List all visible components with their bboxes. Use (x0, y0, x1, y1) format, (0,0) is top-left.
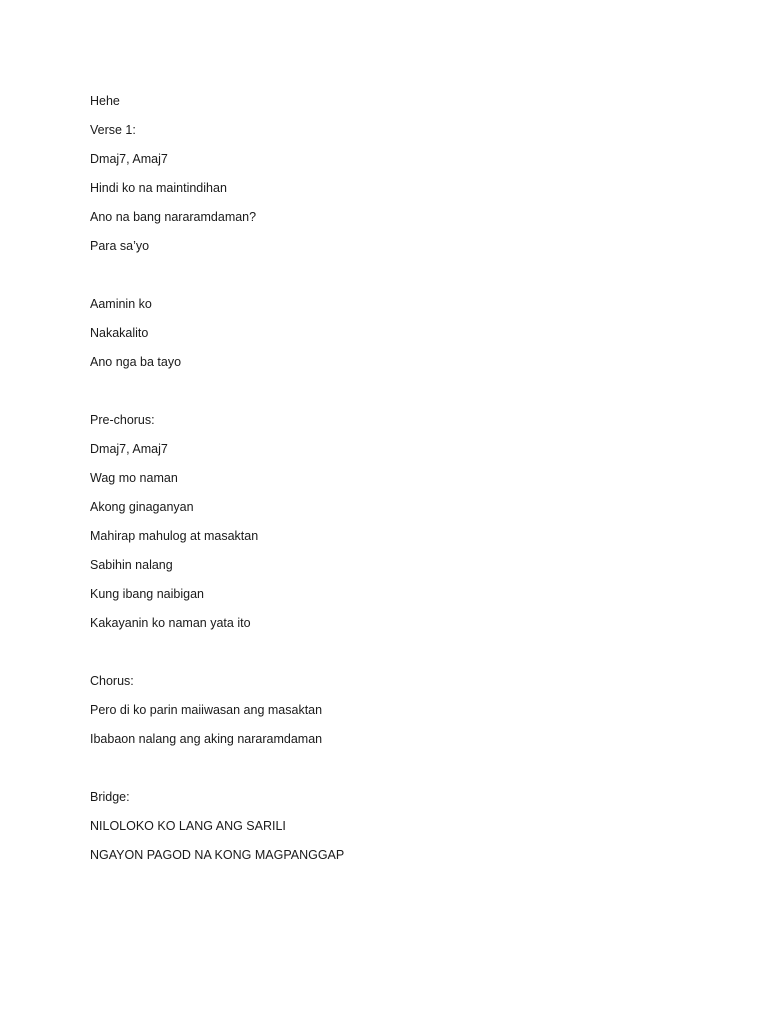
blank-line (90, 759, 690, 777)
lyric-line: Sabihin nalang (90, 558, 173, 572)
section-heading-chorus: Chorus: (90, 674, 134, 688)
lyric-line: Para sa’yo (90, 239, 150, 253)
blank-line (90, 643, 690, 661)
blank-line (90, 382, 690, 400)
song-title: Hehe (90, 94, 120, 108)
chord-line: Dmaj7, Amaj7 (90, 152, 168, 166)
lyric-line: NILOLOKO KO LANG ANG SARILI (90, 819, 286, 833)
lyric-line: Wag mo naman (90, 471, 178, 485)
lyric-line: Pero di ko parin maiiwasan ang masaktan (90, 703, 323, 717)
section-heading-bridge: Bridge: (90, 790, 130, 804)
lyric-line: Mahirap mahulog at masaktan (90, 529, 259, 543)
lyric-line: Hindi ko na maintindihan (90, 181, 227, 195)
lyric-line: Kakayanin ko naman yata ito (90, 616, 251, 630)
lyric-line: Ibabaon nalang ang aking nararamdaman (90, 732, 323, 746)
document-body (90, 92, 690, 875)
lyric-line: Ano nga ba tayo (90, 355, 182, 369)
lyric-line: Nakakalito (90, 326, 149, 340)
lyric-line: NGAYON PAGOD NA KONG MAGPANGGAP (90, 848, 345, 862)
lyric-line: Kung ibang naibigan (90, 587, 204, 601)
lyric-line: Ano na bang nararamdaman? (90, 210, 257, 224)
blank-line (90, 266, 690, 284)
lyric-line: Akong ginaganyan (90, 500, 194, 514)
section-heading-pre-chorus: Pre-chorus: (90, 413, 155, 427)
chord-line: Dmaj7, Amaj7 (90, 442, 168, 456)
section-heading-verse-1: Verse 1: (90, 123, 136, 137)
lyric-line: Aaminin ko (90, 297, 152, 311)
